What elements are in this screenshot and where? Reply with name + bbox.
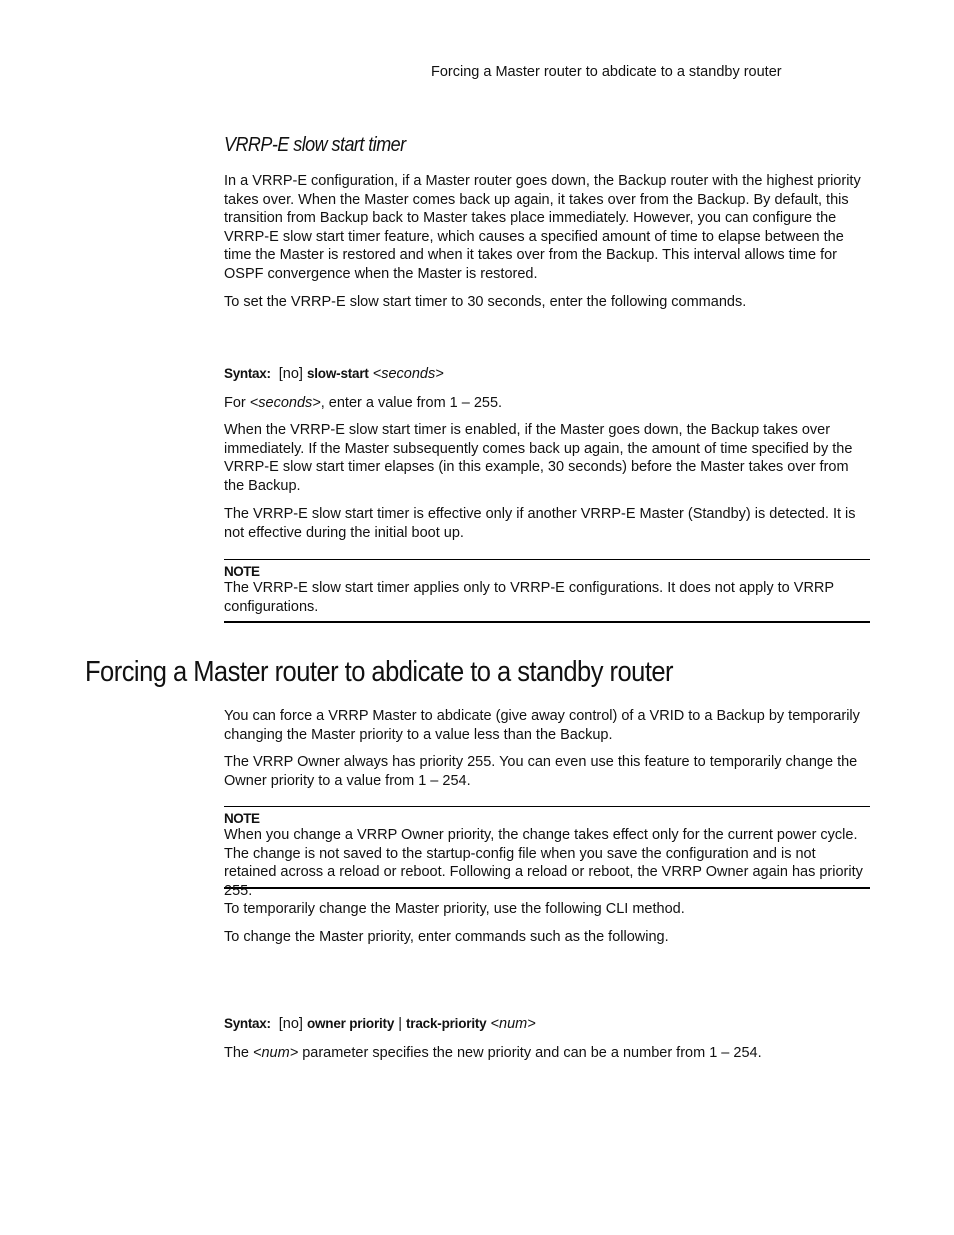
- paragraph-text: To temporarily change the Master priority, use the following CLI method.: [224, 901, 685, 917]
- section-heading-forcing-master: Forcing a Master router to abdicate to a standby router: [85, 656, 674, 688]
- paragraph-force-abdicate: [224, 707, 870, 744]
- paragraph-text: To change the Master priority, enter commands such as the following.: [224, 929, 669, 945]
- syntax-argument: <num>: [490, 1016, 536, 1032]
- paragraph-text: The VRRP Owner always has priority 255. You can even use this feature to temporarily change the Owner priority to a value from 1 – 254.: [224, 754, 858, 789]
- running-header: Forcing a Master router to abdicate to a standby router: [431, 64, 782, 80]
- syntax-optional-no: [no]: [278, 1016, 303, 1032]
- text-post: parameter specifies the new priority and can be a number from 1 – 254.: [298, 1045, 762, 1061]
- paragraph-num-parameter: [224, 1044, 870, 1063]
- paragraph-text: To set the VRRP-E slow start timer to 30 seconds, enter the following commands.: [224, 294, 747, 310]
- text-pre: For: [224, 395, 250, 411]
- note-text: When you change a VRRP Owner priority, the change takes effect only for the current power cycle. The change is not saved to the startup-config file when you save the configuration and is not retained across a reload or reboot. Following a reload or reboot, the VRRP Owner again has priority 255.: [224, 827, 863, 899]
- paragraph-timer-enabled: [224, 421, 870, 495]
- syntax-owner-priority: [224, 1016, 536, 1032]
- text-arg: <num>: [253, 1045, 299, 1061]
- paragraph-seconds-range: [224, 394, 870, 413]
- syntax-label: Syntax:: [224, 1016, 271, 1031]
- paragraph-enter-commands: [224, 928, 870, 947]
- syntax-optional-no: [no]: [278, 366, 303, 382]
- paragraph-owner-priority: [224, 753, 870, 790]
- paragraph-slow-start-intro: [224, 172, 870, 284]
- syntax-slow-start: [224, 366, 444, 382]
- note-box-owner-priority: [224, 806, 870, 899]
- syntax-label: Syntax:: [224, 366, 271, 381]
- paragraph-text: When the VRRP-E slow start timer is enabled, if the Master goes down, the Backup takes over immediately. If the Master subsequently comes back up again, the amount of time specified by the VRRP-E slow start timer elapses (in this example, 30 seconds) before the Master takes over from the Backup.: [224, 422, 853, 494]
- section-heading-slow-start-timer: VRRP-E slow start timer: [224, 134, 406, 156]
- paragraph-timer-effective: [224, 505, 870, 542]
- text-pre: The: [224, 1045, 254, 1061]
- paragraph-text: The VRRP-E slow start timer is effective only if another VRRP-E Master (Standby) is detected. It is not effective during the initial boot up.: [224, 506, 856, 541]
- syntax-separator: |: [398, 1016, 402, 1032]
- syntax-keyword-owner-priority: owner priority: [306, 1016, 395, 1031]
- syntax-argument: <seconds>: [372, 366, 444, 382]
- syntax-keyword-track-priority: track-priority: [406, 1016, 487, 1031]
- text-post: , enter a value from 1 – 255.: [320, 395, 503, 411]
- note-text: The VRRP-E slow start timer applies only to VRRP-E configurations. It does not apply to VRRP configurations.: [224, 580, 834, 615]
- paragraph-set-timer: [224, 293, 870, 312]
- paragraph-cli-method: [224, 900, 870, 919]
- note-box-slow-start: [224, 559, 870, 623]
- syntax-keyword: slow-start: [306, 366, 369, 381]
- note-label: NOTE: [224, 811, 260, 826]
- text-arg: <seconds>: [249, 395, 321, 411]
- paragraph-text: In a VRRP-E configuration, if a Master router goes down, the Backup router with the highest priority takes over. When the Master comes back up again, it takes over from the Backup. By default, this transition from Backup back to Master takes place immediately. However, you can configure the VRRP-E slow start timer feature, which causes a specified amount of time to elapse between the time the Master is restored and when it takes over from the Backup. This interval allows time for OSPF convergence when the Master is restored.: [224, 173, 861, 282]
- note-label: NOTE: [224, 564, 260, 579]
- paragraph-text: You can force a VRRP Master to abdicate (give away control) of a VRID to a Backup by temporarily changing the Master priority to a value less than the Backup.: [224, 708, 860, 743]
